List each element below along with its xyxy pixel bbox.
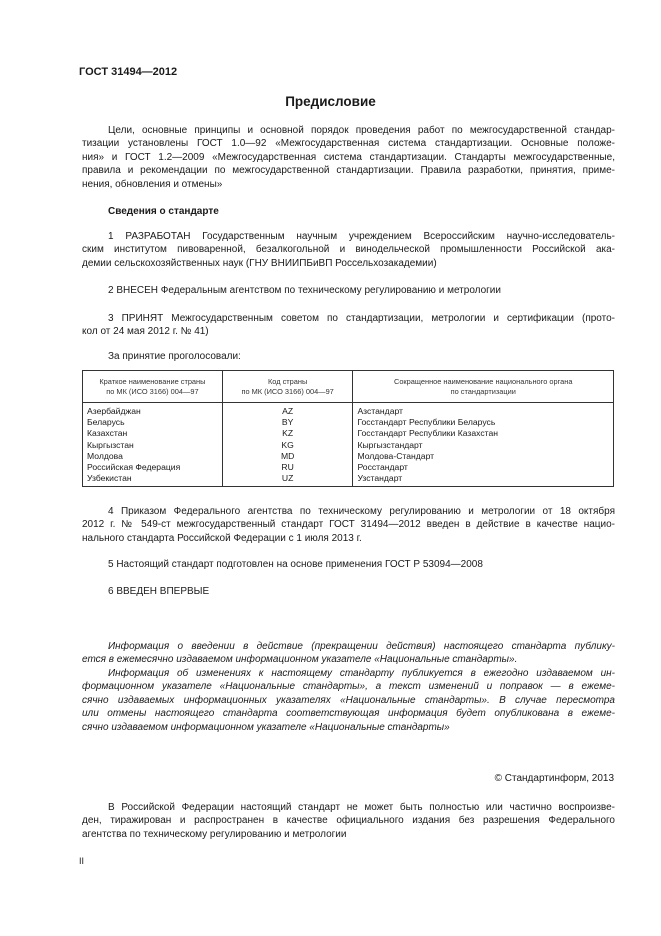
column-header-code — [222, 371, 353, 403]
code-cell: UZ — [222, 473, 353, 487]
table-row — [83, 440, 614, 451]
legal-paragraph — [82, 801, 615, 841]
column-header-country — [83, 371, 223, 403]
text-line: формационном указателе «Национальные стандарты», а текст изменений и поправок — в ежеме- — [82, 681, 615, 693]
text-line: 2012 г. № 549-ст межгосударственный стандарт ГОСТ 31494—2012 введен в действие в качестве нацио- — [82, 519, 615, 531]
page-number: II — [79, 856, 85, 866]
text-line: 4 Приказом Федерального агентства по техническому регулированию и метрологии от 18 октября — [108, 506, 615, 517]
body-cell: Кыргызстандарт — [353, 440, 614, 451]
header-line: по стандартизации — [450, 387, 516, 396]
table-row — [83, 417, 614, 428]
text-line: нения, обновления и отмены» — [82, 178, 223, 190]
country-cell: Кыргызстан — [83, 440, 223, 451]
table-row — [83, 462, 614, 473]
text-line: ния» и ГОСТ 1.2—2009 «Межгосударственная система стандартизации. Стандарты межгосударственные, — [82, 151, 615, 163]
notice-paragraph-2 — [82, 667, 615, 734]
country-cell: Беларусь — [83, 417, 223, 428]
text-line: сячно издаваемых информационных указателях «Национальные стандарты». В случае пересмотра — [82, 694, 615, 706]
text-line: ден, тиражирован и распространен в качестве официального издания без разрешения Федерального — [82, 815, 615, 827]
text-line: 1 РАЗРАБОТАН Государственным научным учреждением Всероссийским научно-исследователь- — [108, 231, 615, 242]
country-cell: Азербайджан — [83, 403, 223, 418]
standard-code-header: ГОСТ 31494—2012 — [79, 66, 178, 78]
table-row — [83, 403, 614, 418]
page-title: Предисловие — [285, 94, 376, 109]
header-line: Код страны — [267, 377, 308, 386]
item-1-paragraph — [82, 230, 615, 270]
header-line: по МК (ИСО 3166) 004—97 — [106, 387, 199, 396]
text-line: тизации установлены ГОСТ 1.0—92 «Межгосударственная система стандартизации. Основные положе- — [82, 138, 615, 150]
header-line: по МК (ИСО 3166) 004—97 — [241, 387, 334, 396]
intro-paragraph — [82, 124, 615, 191]
copyright-notice: © Стандартинформ, 2013 — [494, 773, 614, 784]
notice-paragraph-1 — [82, 640, 615, 667]
code-cell: AZ — [222, 403, 353, 418]
country-cell: Казахстан — [83, 428, 223, 439]
info-section-title: Сведения о стандарте — [108, 206, 219, 217]
text-line: агентства по техническому регулированию и метрологии — [82, 828, 347, 840]
text-line: нального стандарта Российской Федерации с 1 июля 2013 г. — [82, 532, 362, 544]
text-line: сячно издаваемом информационном указателе «Национальные стандарты» — [82, 721, 450, 733]
voting-table — [82, 370, 614, 487]
code-cell: MD — [222, 451, 353, 462]
country-cell: Узбекистан — [83, 473, 223, 487]
text-line: Цели, основные принципы и основной порядок проведения работ по межгосударственной стандар- — [108, 125, 615, 136]
code-cell: KZ — [222, 428, 353, 439]
item-2-paragraph: 2 ВНЕСЕН Федеральным агентством по техническому регулированию и метрологии — [108, 285, 501, 296]
body-cell: Госстандарт Республики Казахстан — [353, 428, 614, 439]
country-cell: Молдова — [83, 451, 223, 462]
item-6-paragraph: 6 ВВЕДЕН ВПЕРВЫЕ — [108, 586, 210, 597]
text-line: кол от 24 мая 2012 г. № 41) — [82, 326, 209, 338]
header-line: Сокращенное наименование национального органа — [393, 377, 573, 386]
text-line: Информация об изменениях к настоящему стандарту публикуется в ежегодно издаваемом ин- — [108, 668, 615, 679]
item-5-paragraph: 5 Настоящий стандарт подготовлен на основе применения ГОСТ Р 53094—2008 — [108, 559, 483, 570]
text-line: 3 ПРИНЯТ Межгосударственным советом по стандартизации, метрологии и сертификации (прото- — [108, 313, 615, 324]
table-row — [83, 451, 614, 462]
item-4-paragraph — [82, 505, 615, 545]
body-cell: Узстандарт — [353, 473, 614, 487]
text-line: демии сельскохозяйственных наук (ГНУ ВНИИПБиВП Россельхозакадемии) — [82, 257, 437, 269]
column-header-body — [353, 371, 614, 403]
table-row — [83, 473, 614, 487]
code-cell: BY — [222, 417, 353, 428]
item-3-paragraph — [82, 312, 615, 339]
body-cell: Госстандарт Республики Беларусь — [353, 417, 614, 428]
text-line: правила и рекомендации по межгосударственной стандартизации. Правила разработки, принятия, приме- — [82, 165, 615, 177]
body-cell: Росстандарт — [353, 462, 614, 473]
text-line: или отмены настоящего стандарта соответствующая информация будет опубликована в ежеме- — [82, 708, 615, 720]
text-line: В Российской Федерации настоящий стандарт не может быть полностью или частично воспроизве- — [108, 802, 615, 813]
table-header-row — [83, 371, 614, 403]
body-cell: Молдова-Стандарт — [353, 451, 614, 462]
body-cell: Азстандарт — [353, 403, 614, 418]
table-row — [83, 428, 614, 439]
country-cell: Российская Федерация — [83, 462, 223, 473]
text-line: ется в ежемесячно издаваемом информационном указателе «Национальные стандарты». — [82, 654, 518, 666]
code-cell: RU — [222, 462, 353, 473]
text-line: Информация о введении в действие (прекращении действия) настоящего стандарта публику- — [108, 641, 615, 652]
voted-label: За принятие проголосовали: — [108, 351, 241, 362]
code-cell: KG — [222, 440, 353, 451]
text-line: ским институтом пивоваренной, безалкогольной и винодельческой промышленности Российской ака- — [82, 244, 615, 256]
header-line: Краткое наименование страны — [99, 377, 206, 386]
